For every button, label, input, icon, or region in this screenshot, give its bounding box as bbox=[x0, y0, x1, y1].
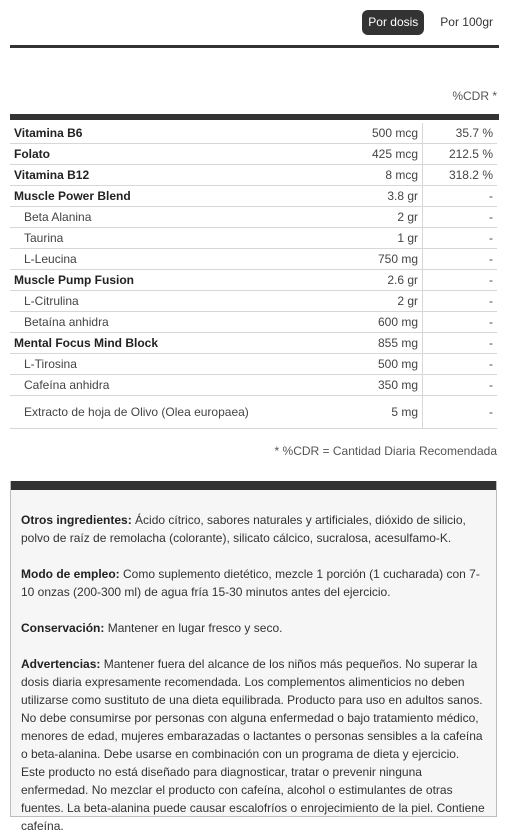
nutrient-name bbox=[10, 249, 318, 270]
nutrient-name-text: Extracto de hoja de Olivo (Olea europaea) bbox=[24, 405, 249, 419]
table-row bbox=[10, 228, 497, 249]
nutrient-cdr: - bbox=[423, 333, 498, 354]
nutrient-cdr: - bbox=[423, 312, 498, 333]
usage-section bbox=[11, 565, 496, 601]
nutrient-name bbox=[10, 123, 318, 144]
table-row bbox=[10, 396, 497, 429]
nutrient-amount: 8 mcg bbox=[318, 165, 423, 186]
nutrient-amount: 5 mg bbox=[318, 396, 423, 429]
table-row bbox=[10, 354, 497, 375]
nutrition-table bbox=[10, 123, 497, 429]
per-100g-button[interactable]: Por 100gr bbox=[440, 15, 493, 29]
nutrient-name-text: Taurina bbox=[24, 231, 64, 245]
table-row bbox=[10, 333, 497, 354]
warnings-section bbox=[11, 655, 496, 835]
nutrient-amount: 3.8 gr bbox=[318, 186, 423, 207]
table-header-rule bbox=[10, 114, 499, 120]
storage-text: Mantener en lugar fresco y seco. bbox=[104, 621, 283, 635]
per-dose-button[interactable]: Por dosis bbox=[362, 10, 424, 35]
nutrient-name-text: Betaína anhidra bbox=[24, 315, 109, 329]
usage-text: Como suplemento dietético, mezcle 1 porción (1 cucharada) con 7-10 onzas (200-300 ml) de agua fría 15-30 minutos antes del ejercicio. bbox=[21, 567, 480, 599]
storage-label: Conservación: bbox=[21, 621, 105, 635]
nutrient-name-text: Beta Alanina bbox=[24, 210, 92, 224]
nutrient-name bbox=[10, 333, 318, 354]
nutrient-name bbox=[10, 186, 318, 207]
serving-toggle bbox=[362, 10, 509, 35]
nutrient-cdr: - bbox=[423, 186, 498, 207]
nutrient-amount: 2 gr bbox=[318, 207, 423, 228]
warnings-label: Advertencias: bbox=[21, 657, 101, 671]
product-info-panel bbox=[10, 481, 497, 833]
nutrient-name bbox=[10, 396, 318, 429]
cdr-column-header: %CDR * bbox=[452, 89, 497, 103]
nutrient-cdr: - bbox=[423, 375, 498, 396]
nutrient-name-text: Cafeína anhidra bbox=[24, 378, 110, 392]
nutrient-name-text: Muscle Power Blend bbox=[14, 189, 131, 203]
table-row bbox=[10, 186, 497, 207]
table-row bbox=[10, 165, 497, 186]
nutrient-amount: 2 gr bbox=[318, 291, 423, 312]
nutrient-name bbox=[10, 165, 318, 186]
nutrient-cdr: - bbox=[423, 291, 498, 312]
table-row bbox=[10, 123, 497, 144]
nutrient-cdr: 212.5 % bbox=[423, 144, 498, 165]
nutrient-name-text: L-Citrulina bbox=[24, 294, 79, 308]
nutrient-cdr: 35.7 % bbox=[423, 123, 498, 144]
nutrient-amount: 425 mcg bbox=[318, 144, 423, 165]
nutrient-name bbox=[10, 354, 318, 375]
warnings-text: Mantener fuera del alcance de los niños más pequeños. No superar la dosis diaria expresamente recomendada. Los complementos alimenticios no deben utilizarse como sustituto de una dieta equilibrada. Producto para uso en adultos sanos. No debe consumirse por personas con alguna enfermedad o bajo tratamiento médico, menores de edad, mujeres embarazadas o lactantes o personas sensibles a la cafeína o beta-alanina. Debe usarse en combinación con un programa de dieta y ejercicio. Este producto no está diseñado para diagnosticar, tratar o prevenir ninguna enfermedad. No mezclar el producto con cafeína, alcohol o estimulantes de otras fuentes. La beta-alanina puede causar escalofríos o enrojecimiento de la piel. Contiene cafeína. bbox=[21, 657, 485, 833]
nutrient-cdr: - bbox=[423, 270, 498, 291]
nutrient-name-text: Mental Focus Mind Block bbox=[14, 336, 159, 350]
nutrient-name bbox=[10, 291, 318, 312]
nutrient-name-text: Folato bbox=[14, 147, 50, 161]
nutrient-cdr: - bbox=[423, 228, 498, 249]
nutrient-name bbox=[10, 207, 318, 228]
table-row bbox=[10, 144, 497, 165]
usage-label: Modo de empleo: bbox=[21, 567, 120, 581]
table-row bbox=[10, 375, 497, 396]
nutrient-cdr: 318.2 % bbox=[423, 165, 498, 186]
nutrient-cdr: - bbox=[423, 207, 498, 228]
nutrient-amount: 350 mg bbox=[318, 375, 423, 396]
other-ingredients-label: Otros ingredientes: bbox=[21, 513, 132, 527]
nutrient-name-text: L-Tirosina bbox=[24, 357, 77, 371]
other-ingredients-text: Ácido cítrico, sabores naturales y artificiales, dióxido de silicio, polvo de raíz de remolacha (colorante), silicato cálcico, sucralosa, acesulfamo-K. bbox=[21, 513, 466, 545]
nutrient-name bbox=[10, 270, 318, 291]
nutrient-amount: 500 mg bbox=[318, 354, 423, 375]
nutrient-name bbox=[10, 375, 318, 396]
table-row bbox=[10, 291, 497, 312]
nutrient-amount: 1 gr bbox=[318, 228, 423, 249]
storage-section bbox=[11, 619, 496, 637]
top-divider bbox=[10, 45, 499, 48]
nutrient-amount: 500 mcg bbox=[318, 123, 423, 144]
nutrient-name-text: L-Leucina bbox=[24, 252, 77, 266]
info-panel-header-bar bbox=[11, 481, 496, 490]
nutrient-amount: 600 mg bbox=[318, 312, 423, 333]
nutrient-name bbox=[10, 312, 318, 333]
table-row bbox=[10, 207, 497, 228]
nutrient-name-text: Vitamina B6 bbox=[14, 126, 83, 140]
cdr-footnote: * %CDR = Cantidad Diaria Recomendada bbox=[274, 444, 497, 458]
nutrient-name bbox=[10, 144, 318, 165]
nutrient-amount: 855 mg bbox=[318, 333, 423, 354]
nutrient-cdr: - bbox=[423, 354, 498, 375]
nutrient-cdr: - bbox=[423, 249, 498, 270]
nutrient-name-text: Muscle Pump Fusion bbox=[14, 273, 135, 287]
other-ingredients-section bbox=[11, 511, 496, 547]
nutrient-amount: 750 mg bbox=[318, 249, 423, 270]
table-row bbox=[10, 312, 497, 333]
nutrient-name bbox=[10, 228, 318, 249]
table-row bbox=[10, 270, 497, 291]
nutrient-name-text: Vitamina B12 bbox=[14, 168, 90, 182]
table-row bbox=[10, 249, 497, 270]
nutrient-amount: 2.6 gr bbox=[318, 270, 423, 291]
nutrient-cdr: - bbox=[423, 396, 498, 429]
